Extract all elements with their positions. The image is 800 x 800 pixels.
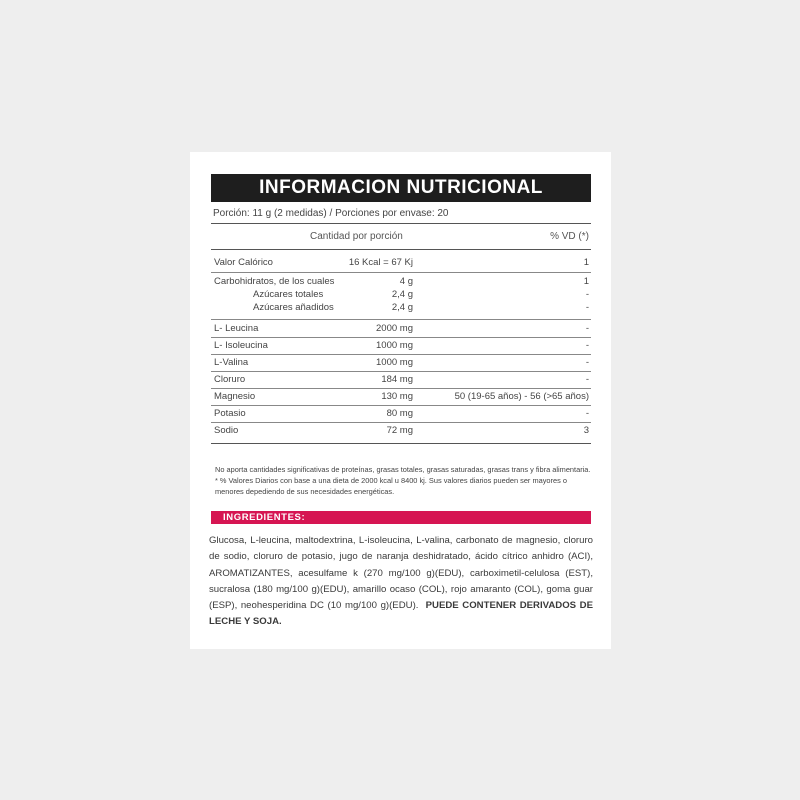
row-qty: 1000 mg: [376, 340, 413, 351]
label-title: INFORMACION NUTRICIONAL: [211, 174, 591, 202]
row-name: Azúcares totales: [253, 289, 324, 300]
table-row: [211, 301, 591, 315]
row-vd: -: [585, 289, 589, 300]
row-vd: -: [585, 340, 589, 351]
table-row: [211, 390, 591, 404]
row-vd: -: [585, 323, 589, 334]
row-name: L- Leucina: [214, 323, 259, 334]
row-name: Valor Calórico: [214, 257, 273, 268]
row-qty: 4 g: [399, 276, 413, 287]
table-row: [211, 356, 591, 370]
row-name: Cloruro: [214, 374, 246, 385]
row-name: L-Valina: [214, 357, 249, 368]
row-vd: -: [585, 408, 589, 419]
row-vd: 50 (19-65 años) - 56 (>65 años): [454, 391, 589, 402]
divider: [211, 249, 591, 250]
row-name: Magnesio: [214, 391, 256, 402]
row-name: Potasio: [214, 408, 246, 419]
divider: [211, 422, 591, 423]
divider: [211, 319, 591, 320]
divider: [211, 371, 591, 372]
row-vd: 1: [583, 276, 589, 287]
row-qty: 72 mg: [386, 425, 413, 436]
divider: [211, 223, 591, 224]
row-name: L- Isoleucina: [214, 340, 268, 351]
row-qty: 2,4 g: [391, 302, 413, 313]
row-qty: 2,4 g: [391, 289, 413, 300]
table-row: [211, 424, 591, 438]
ingredients-list: Glucosa, L-leucina, maltodextrina, L-isoleucina, L-valina, carbonato de magnesio, cloruro de sodio, cloruro de potasio, jugo de naranja deshidratado, ácido cítrico anhidro (ACI), AROMATIZANTES, acesulfame k (270 mg/100 g)(EDU), carboximetil-celulosa (EST), sucralosa (180 mg/100 g)(EDU), amarillo ocaso (COL), rojo amaranto (COL), goma guar (ESP), neohesperidina DC (10 mg/100 g)(EDU).: [209, 535, 593, 612]
row-qty: 80 mg: [386, 408, 413, 419]
row-vd: -: [585, 374, 589, 385]
divider: [211, 337, 591, 338]
row-qty: 184 mg: [381, 374, 413, 385]
row-name: Sodio: [214, 425, 239, 436]
row-qty: 1000 mg: [376, 357, 413, 368]
divider: [211, 354, 591, 355]
table-row: [211, 275, 591, 289]
allergen-warning: PUEDE CONTENER DERIVADOS DE LECHE Y SOJA.: [209, 600, 593, 628]
table-row: [211, 256, 591, 270]
divider: [211, 388, 591, 389]
divider: [211, 405, 591, 406]
divider: [211, 443, 591, 444]
table-row: [211, 407, 591, 421]
portion-info: Porción: 11 g (2 medidas) / Porciones por envase: 20: [213, 208, 449, 219]
row-vd: 3: [583, 425, 589, 436]
nutrition-label: [190, 152, 611, 649]
row-vd: 1: [583, 257, 589, 268]
row-qty: 16 Kcal = 67 Kj: [348, 257, 413, 268]
row-vd: -: [585, 357, 589, 368]
row-name: Carbohidratos, de los cuales: [214, 276, 335, 287]
ingredients-header: INGREDIENTES:: [211, 511, 591, 524]
row-qty: 2000 mg: [376, 323, 413, 334]
footnote: No aporta cantidades significativas de proteínas, grasas totales, grasas saturadas, grasas trans y fibra alimentaria. * % Valores Diarios con base a una dieta de 2000 kcal u 8400 kj. Sus valores diarios pueden ser mayores o menores depediendo de sus necesidades energéticas.: [215, 465, 591, 496]
row-qty: 130 mg: [381, 391, 413, 402]
divider: [211, 272, 591, 273]
header-qty: Cantidad por porción: [310, 231, 403, 242]
header-vd: % VD (*): [550, 231, 589, 242]
table-row: [211, 339, 591, 353]
table-row: [211, 288, 591, 302]
row-name: Azúcares añadidos: [253, 302, 334, 313]
row-vd: -: [585, 302, 589, 313]
table-row: [211, 373, 591, 387]
ingredients-text: [209, 533, 593, 631]
table-row: [211, 322, 591, 336]
